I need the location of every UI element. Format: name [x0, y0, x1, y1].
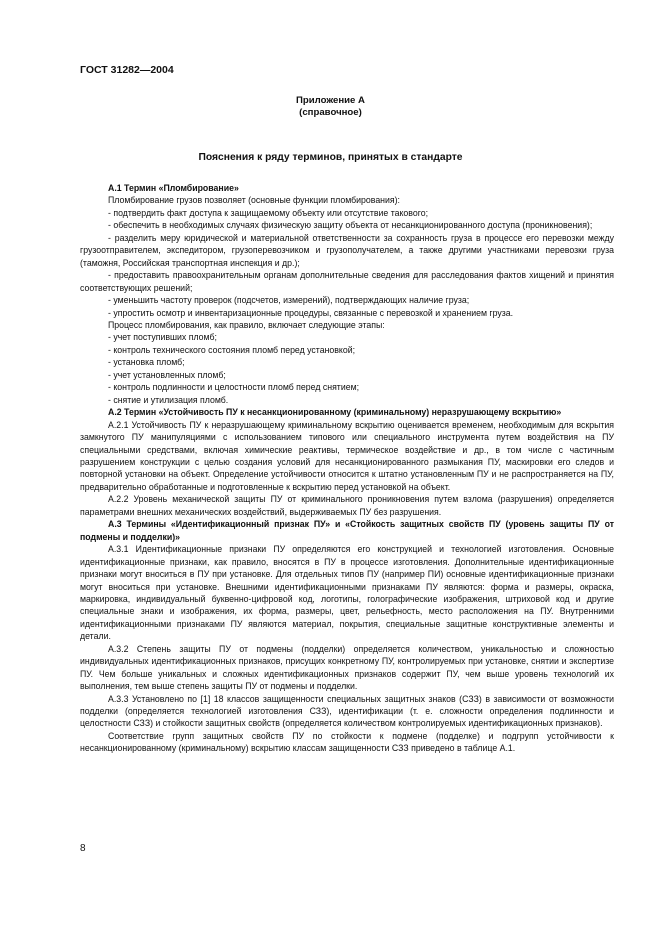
- paragraph: Пломбирование грузов позволяет (основные функции пломбирования):: [108, 195, 400, 206]
- paragraph: - снятие и утилизация пломб.: [108, 394, 229, 405]
- paragraph: А.3 Термины «Идентификационный признак ПУ» и «Стойкость защитных свойств ПУ (уровень защиты ПУ от подмены и подделки)»: [80, 519, 614, 542]
- paragraph: А.2 Термин «Устойчивость ПУ к несанкционированному (криминальному) неразрушающему вскрытию»: [108, 407, 562, 418]
- paragraph: Соответствие групп защитных свойств ПУ по стойкости к подмене (подделке) и подгрупп устойчивости к несанкционированному (криминальному) вскрытию классам защищенности СЗЗ приведено в таблице А.1.: [80, 730, 614, 754]
- paragraph: - подтвердить факт доступа к защищаемому объекту или отсутствие такового;: [108, 207, 429, 218]
- paragraph: - контроль технического состояния пломб перед установкой;: [108, 344, 356, 355]
- appendix-title: Приложение А: [296, 95, 365, 106]
- paragraph: - обеспечить в необходимых случаях физическую защиту объекта от несанкционированного доступа (проникновения);: [108, 220, 593, 231]
- page-number: 8: [80, 843, 86, 854]
- paragraph: А.3.2 Степень защиты ПУ от подмены (подделки) определяется количеством, уникальностью и сложностью индивидуальных идентификационных признаков, присущих конкретному ПУ, контролируемых при установке, снятии и экспертизе ПУ. Чем больше уникальных и сложных идентификационных признаков содержит ПУ, чем выше уровень технологий их выполнения, тем выше степень защиты ПУ от подмены и подделки.: [80, 643, 614, 692]
- paragraph: - предоставить правоохранительным органам дополнительные сведения для расследования фактов хищений и принятия соответствующих решений;: [80, 270, 614, 293]
- paragraph: А.3.1 Идентификационные признаки ПУ определяются его конструкцией и технологией изготовления. Основные идентификационные признаки, как правило, вносятся в ПУ в процессе изготовления. Дополнительные идентификационные признаки могут вноситься в ПУ при установке. Для отдельных типов ПУ (например ПИ) основные идентификационные признаки могут вноситься при установке. Внешними идентификационными признаками ПУ являются: форма и размеры, окраска, маркировка, индивидуальный буквенно-цифровой код, логотипы, голографические изображения, штриховой код и другие специальные знаки и изображения, их форма, размеры, цвет, рельефность, место расположения на ПУ. Внутренними идентификационными признаками ПУ являются материал, покрытия, специальные защитные конструктивные элементы и детали.: [80, 544, 614, 642]
- paragraph: - учет установленных пломб;: [108, 369, 226, 380]
- paragraph: - уменьшить частоту проверок (подсчетов, измерений), подтверждающих наличие груза;: [108, 295, 470, 306]
- paragraph: - контроль подлинности и целостности пломб перед снятием;: [108, 382, 360, 393]
- paragraph: А.3.3 Установлено по [1] 18 классов защищенности специальных защитных знаков (СЗЗ) в зависимости от возможности подделки (определяется технологией изготовления СЗЗ), идентификации (т. е. сложности определения подлинности и целостности СЗЗ) и стойкости защитных свойств (определяется количеством контролируемых идентификационных признаков).: [80, 693, 614, 729]
- body-text: [80, 182, 614, 755]
- paragraph: - учет поступивших пломб;: [108, 332, 217, 343]
- document-header: ГОСТ 31282—2004: [80, 64, 174, 76]
- paragraph: А.2.1 Устойчивость ПУ к неразрушающему криминальному вскрытию оценивается временем, необходимым для вскрытия замкнутого ПУ манипуляциями с использованием типового или специального инструмента путем воздействия на ПУ специальными средствами, включая химические реактивы, термическое воздействие и др., в том числе с частичным разрушением конструкции с целью создания условий для несанкционированного размыкания ПУ, маскировки его следов и повторной установки на объект. Определение устойчивости относится к штатно установленным ПУ и не распространяется на ПУ, предварительно обработанные и подготовленные к вскрытию перед установкой на объект.: [80, 419, 614, 492]
- paragraph: - разделить меру юридической и материальной ответственности за сохранность груза в процессе его перевозки между грузоотправителем, экспедитором, грузоперевозчиком и грузополучателем, а также другими участниками перевозки груза (таможня, Российская транспортная инспекция и др.);: [80, 232, 614, 268]
- appendix-subtitle: (справочное): [299, 107, 362, 118]
- paragraph: - установка пломб;: [108, 357, 185, 368]
- paragraph: А.2.2 Уровень механической защиты ПУ от криминального проникновения путем взлома (разрушения) определяется параметрами внешних механических воздействий, выдерживаемых ПУ без разрушения.: [80, 494, 614, 517]
- paragraph: А.1 Термин «Пломбирование»: [108, 183, 239, 193]
- paragraph: Процесс пломбирования, как правило, включает следующие этапы:: [108, 319, 385, 330]
- paragraph: - упростить осмотр и инвентаризационные процедуры, связанные с перевозкой и хранением груза.: [108, 307, 514, 318]
- section-title: Пояснения к ряду терминов, принятых в стандарте: [198, 152, 463, 163]
